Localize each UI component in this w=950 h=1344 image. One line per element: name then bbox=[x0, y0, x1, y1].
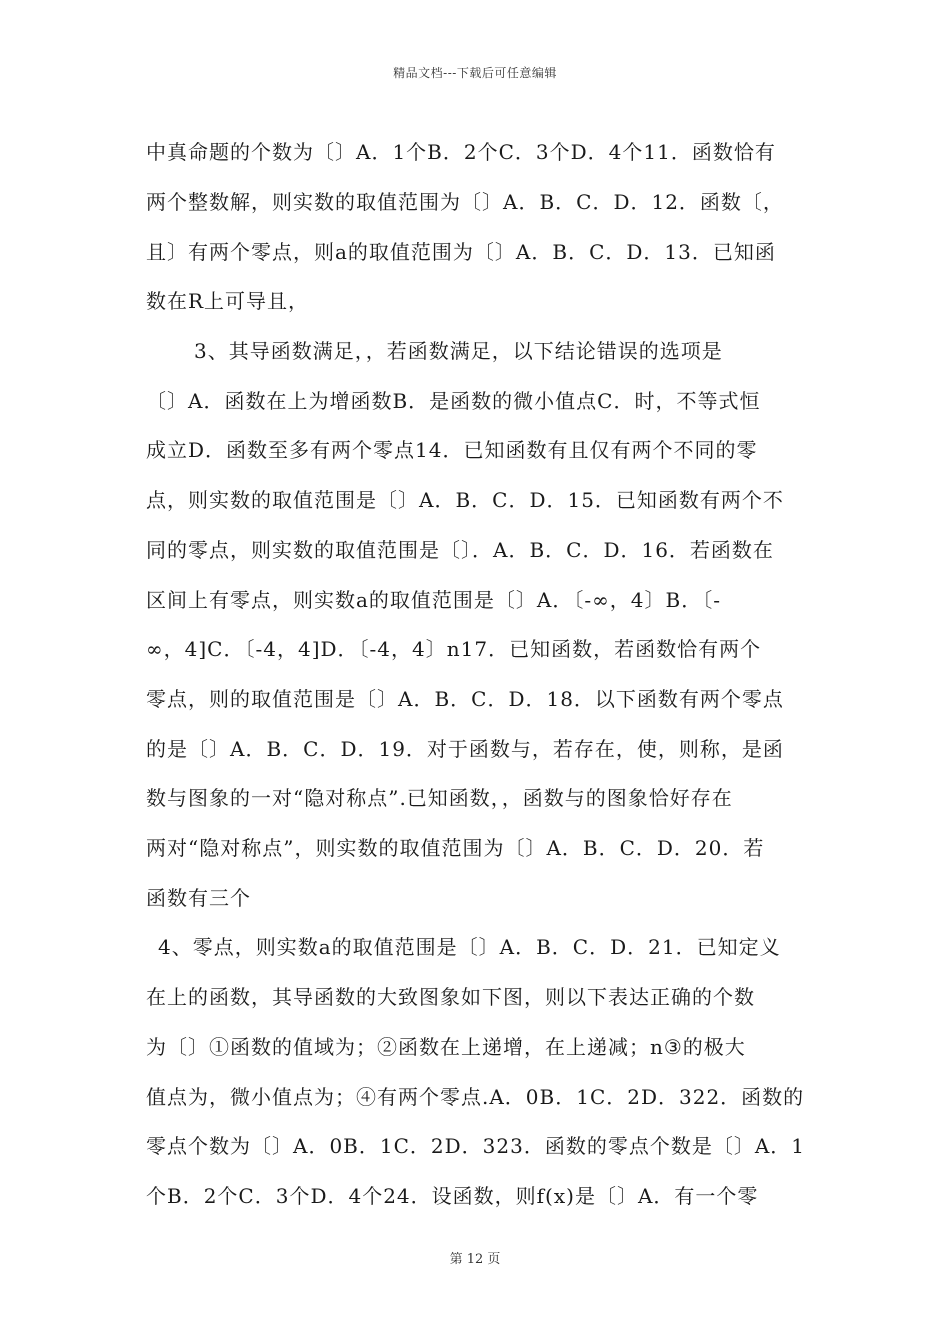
text-line: 函数有三个 bbox=[146, 886, 251, 910]
text-line: 数在R上可导且， bbox=[146, 289, 310, 313]
text-line: 的是〔〕A．B．C．D．19．对于函数与，若存在，使，则称，是函 bbox=[146, 737, 784, 761]
text-line: 同的零点，则实数的取值范围是〔〕．A．B．C．D．16．若函数在 bbox=[146, 538, 774, 562]
text-line: 点，则实数的取值范围是〔〕A．B．C．D．15．已知函数有两个不 bbox=[146, 488, 784, 512]
text-line: ∞，4]C．〔-4，4]D．〔-4，4〕n17．已知函数，若函数恰有两个 bbox=[146, 637, 762, 661]
page-number: 第 12 页 bbox=[449, 1252, 501, 1267]
text-line: 成立D．函数至多有两个零点14．已知函数有且仅有两个不同的零 bbox=[146, 438, 758, 462]
text-line: 两对“隐对称点”，则实数的取值范围为〔〕A．B．C．D．20．若 bbox=[146, 836, 765, 860]
text-line: 4、零点，则实数a的取值范围是〔〕A．B．C．D．21．已知定义 bbox=[158, 935, 781, 959]
text-line: 值点为，微小值点为；④有两个零点.A．0B．1C．2D．322．函数的 bbox=[146, 1085, 805, 1109]
text-line: 在上的函数，其导函数的大致图象如下图，则以下表达正确的个数 bbox=[146, 985, 755, 1009]
text-line: 两个整数解，则实数的取值范围为〔〕A．B．C．D．12．函数〔， bbox=[146, 190, 784, 214]
text-line: 区间上有零点，则实数a的取值范围是〔〕A．〔-∞，4〕B．〔- bbox=[146, 588, 721, 612]
text-line: 为〔〕①函数的值域为；②函数在上递增，在上递减；n③的极大 bbox=[146, 1035, 746, 1059]
text-line: 数与图象的一对“隐对称点”.已知函数，，函数与的图象恰好存在 bbox=[146, 786, 733, 810]
page-header: 精品文档---下载后可任意编辑 bbox=[393, 66, 557, 80]
text-line: 零点个数为〔〕A．0B．1C．2D．323．函数的零点个数是〔〕A．1 bbox=[146, 1134, 805, 1158]
text-line: 个B．2个C．3个D．4个24．设函数，则f(x)是〔〕A．有一个零 bbox=[146, 1184, 759, 1208]
text-line: 中真命题的个数为〔〕A．1个B．2个C．3个D．4个11．函数恰有 bbox=[146, 140, 776, 164]
text-line: 3、其导函数满足，，若函数满足，以下结论错误的选项是 bbox=[194, 339, 723, 363]
text-line: 零点，则的取值范围是〔〕A．B．C．D．18．以下函数有两个零点 bbox=[146, 687, 784, 711]
text-line: 且〕有两个零点，则a的取值范围为〔〕A．B．C．D．13．已知函 bbox=[146, 240, 776, 264]
text-line: 〔〕A．函数在上为增函数B．是函数的微小值点C．时，不等式恒 bbox=[146, 389, 761, 413]
